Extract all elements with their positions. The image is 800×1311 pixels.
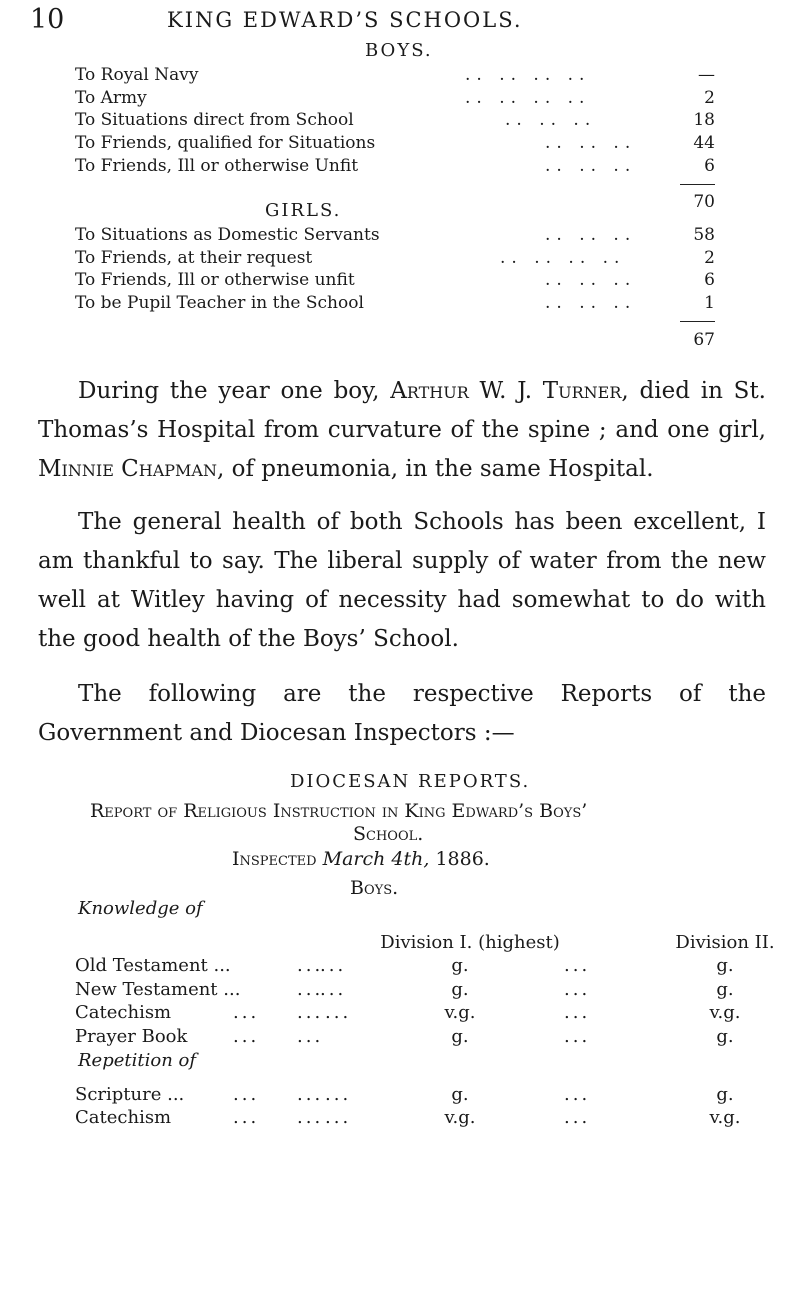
row-label: To Friends, qualified for Situations — [75, 133, 376, 153]
leader-dots: .. .. .. .. — [465, 88, 591, 108]
running-title: KING EDWARD’S SCHOOLS. — [167, 8, 523, 32]
text-run: , died in St. Thomas’s Hospital from curvature of the spine ; and one girl, — [38, 378, 766, 443]
grade-division-2: g. — [716, 979, 734, 1000]
row-value: 58 — [693, 225, 715, 245]
boys-row — [75, 88, 715, 110]
text-run: , of pneumonia, in the same Hospital. — [217, 456, 654, 482]
boys-row — [75, 133, 715, 155]
paragraph-health — [38, 503, 766, 659]
girls-row — [75, 225, 715, 247]
row-label: To Friends, Ill or otherwise unfit — [75, 270, 355, 290]
grade-division-1: g. — [451, 955, 469, 976]
leader-dots: ... — [297, 955, 324, 976]
leader-dots: ... — [564, 1002, 591, 1023]
leader-dots: ... — [297, 1002, 324, 1023]
row-label: To Friends, Ill or otherwise Unfit — [75, 156, 359, 176]
subject-label: Prayer Book — [75, 1026, 188, 1047]
leader-dots: ... — [564, 955, 591, 976]
row-label: To Situations as Domestic Servants — [75, 225, 380, 245]
diocesan-heading: DIOCESAN REPORTS. — [290, 771, 531, 792]
leader-dots: ... — [233, 1107, 260, 1128]
text-run: During the year one boy, — [78, 378, 391, 404]
leader-dots: ... — [325, 1084, 352, 1105]
leader-dots: .. .. .. — [545, 156, 637, 176]
leader-dots: ... — [233, 1084, 260, 1105]
paragraph-reports-intro — [38, 675, 766, 753]
girls-total: 67 — [693, 330, 715, 350]
leader-dots: .. .. .. — [545, 133, 637, 153]
sum-rule — [680, 184, 715, 185]
sum-rule — [680, 321, 715, 322]
leader-dots: .. .. .. .. — [500, 248, 626, 268]
grade-division-1: v.g. — [444, 1107, 476, 1128]
subject-label: Scripture ... — [75, 1084, 185, 1105]
leader-dots: .. .. .. — [505, 110, 597, 130]
leader-dots: ... — [297, 1084, 324, 1105]
grade-division-2: g. — [716, 955, 734, 976]
boys-row — [75, 65, 715, 87]
grade-division-2: v.g. — [709, 1002, 741, 1023]
row-value: 44 — [693, 133, 715, 153]
leader-dots: .. .. .. — [545, 293, 637, 313]
row-label: To Army — [75, 88, 147, 108]
grade-division-2: v.g. — [709, 1107, 741, 1128]
row-value: 1 — [704, 293, 715, 313]
column-division-1: Division I. (highest) — [380, 932, 560, 953]
boys-row — [75, 156, 715, 178]
inspected-line — [232, 848, 490, 870]
row-label: To Situations direct from School — [75, 110, 354, 130]
paragraph-text: The general health of both Schools has been excellent, I am thankful to say. The liberal supply of water from the new well at Witley having of necessity had somewhat to do with the good health of the Boys’ School. — [38, 509, 766, 652]
leader-dots: ... — [564, 1107, 591, 1128]
report-title-line2: School. — [353, 823, 424, 845]
leader-dots: ... — [320, 979, 347, 1000]
leader-dots: ... — [564, 979, 591, 1000]
leader-dots: .. .. .. — [545, 270, 637, 290]
girls-row — [75, 248, 715, 270]
grade-division-1: g. — [451, 1084, 469, 1105]
report-title-line1: Report of Religious Instruction in King Edward’s Boys’ — [90, 800, 588, 822]
leader-dots: ... — [325, 1002, 352, 1023]
leader-dots: ... — [297, 979, 324, 1000]
grade-division-1: v.g. — [444, 1002, 476, 1023]
leader-dots: ... — [564, 1026, 591, 1047]
leader-dots: ... — [297, 1107, 324, 1128]
page-number: 10 — [30, 4, 65, 35]
paragraph-deaths — [38, 372, 766, 489]
leader-dots: ... — [325, 1107, 352, 1128]
leader-dots: ... — [564, 1084, 591, 1105]
row-label: To Friends, at their request — [75, 248, 313, 268]
row-value: 2 — [704, 248, 715, 268]
inspected-year: 1886. — [435, 848, 490, 870]
boys-row — [75, 110, 715, 132]
grade-division-2: g. — [716, 1084, 734, 1105]
leader-dots: .. .. .. — [545, 225, 637, 245]
person-name: Minnie Chapman — [38, 456, 217, 482]
subject-label: Old Testament ... — [75, 955, 231, 976]
grade-division-1: g. — [451, 979, 469, 1000]
leader-dots: ... — [320, 955, 347, 976]
subject-label: Catechism — [75, 1002, 172, 1023]
row-value: 18 — [693, 110, 715, 130]
knowledge-label: Knowledge of — [78, 898, 203, 919]
boys-section: Boys. — [350, 877, 399, 899]
column-division-2: Division II. — [675, 932, 775, 953]
girls-row — [75, 270, 715, 292]
grade-division-2: g. — [716, 1026, 734, 1047]
row-value: 6 — [704, 270, 715, 290]
leader-dots: ... — [233, 1026, 260, 1047]
subject-label: Catechism — [75, 1107, 172, 1128]
row-label: To Royal Navy — [75, 65, 199, 85]
row-value: 6 — [704, 156, 715, 176]
leader-dots: .. .. .. .. — [465, 65, 591, 85]
inspected-prefix: Inspected — [232, 848, 317, 870]
row-label: To be Pupil Teacher in the School — [75, 293, 364, 313]
boys-heading: BOYS. — [365, 40, 433, 61]
row-value: — — [698, 65, 715, 85]
boys-total: 70 — [693, 192, 715, 212]
subject-label: New Testament ... — [75, 979, 241, 1000]
repetition-label: Repetition of — [78, 1050, 197, 1071]
person-name: Arthur W. J. Turner — [390, 378, 622, 404]
girls-heading: GIRLS. — [265, 200, 342, 221]
paragraph-text: The following are the respective Reports of the Government and Diocesan Inspectors :— — [38, 681, 766, 746]
leader-dots: ... — [297, 1026, 324, 1047]
grade-division-1: g. — [451, 1026, 469, 1047]
girls-row — [75, 293, 715, 315]
inspected-date: March 4th, — [322, 848, 430, 870]
row-value: 2 — [704, 88, 715, 108]
leader-dots: ... — [233, 1002, 260, 1023]
